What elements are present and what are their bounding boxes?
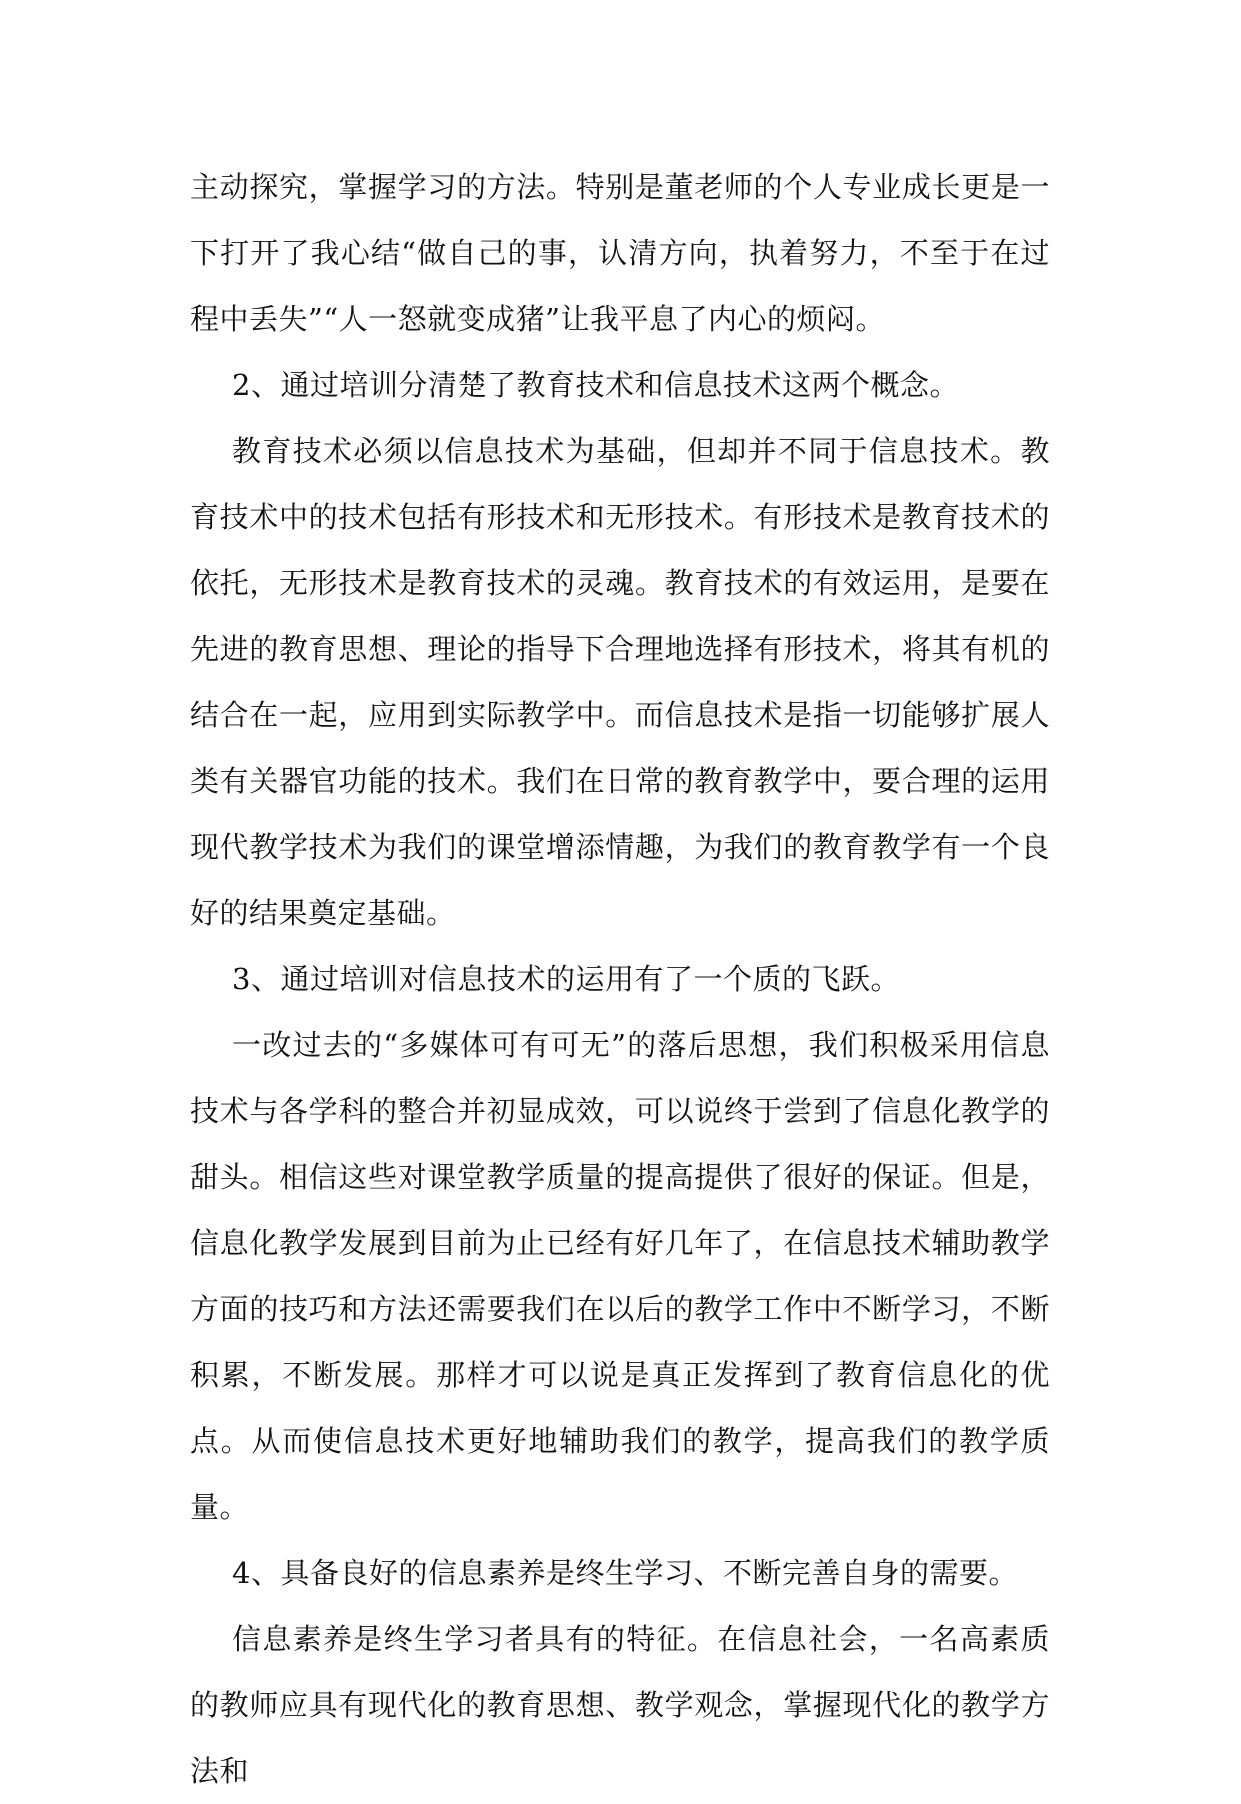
paragraph-point-3-heading: 3、通过培训对信息技术的运用有了一个质的飞跃。 <box>232 962 900 996</box>
paragraph-continuation: 主动探究，掌握学习的方法。特别是董老师的个人专业成长更是一下打开了我心结“做自己的事，认清方向，执着努力，不至于在过程中丢失”“人一怒就变成猪”让我平息了内心的烦闷。 <box>190 170 1050 336</box>
paragraph-point-2-body: 教育技术必须以信息技术为基础，但却并不同于信息技术。教育技术中的技术包括有形技术和无形技术。有形技术是教育技术的依托，无形技术是教育技术的灵魂。教育技术的有效运用，是要在先进的教育思想、理论的指导下合理地选择有形技术，将其有机的结合在一起，应用到实际教学中。而信息技术是指一切能够扩展人类有关器官功能的技术。我们在日常的教育教学中，要合理的运用现代教学技术为我们的课堂增添情趣，为我们的教育教学有一个良好的结果奠定基础。 <box>190 434 1050 930</box>
paragraph-point-2-heading: 2、通过培训分清楚了教育技术和信息技术这两个概念。 <box>232 368 959 402</box>
paragraph-point-3-body: 一改过去的“多媒体可有可无”的落后思想，我们积极采用信息技术与各学科的整合并初显成效，可以说终于尝到了信息化教学的甜头。相信这些对课堂教学质量的提高提供了很好的保证。但是，信息化教学发展到目前为止已经有好几年了，在信息技术辅助教学方面的技巧和方法还需要我们在以后的教学工作中不断学习，不断积累，不断发展。那样才可以说是真正发挥到了教育信息化的优点。从而使信息技术更好地辅助我们的教学，提高我们的教学质量。 <box>190 1028 1050 1524</box>
paragraph-point-4-heading: 4、具备良好的信息素养是终生学习、不断完善自身的需要。 <box>232 1556 1018 1590</box>
document-body <box>190 154 1050 1804</box>
paragraph-point-4-body: 信息素养是终生学习者具有的特征。在信息社会，一名高素质的教师应具有现代化的教育思想、教学观念，掌握现代化的教学方法和 <box>190 1622 1050 1788</box>
